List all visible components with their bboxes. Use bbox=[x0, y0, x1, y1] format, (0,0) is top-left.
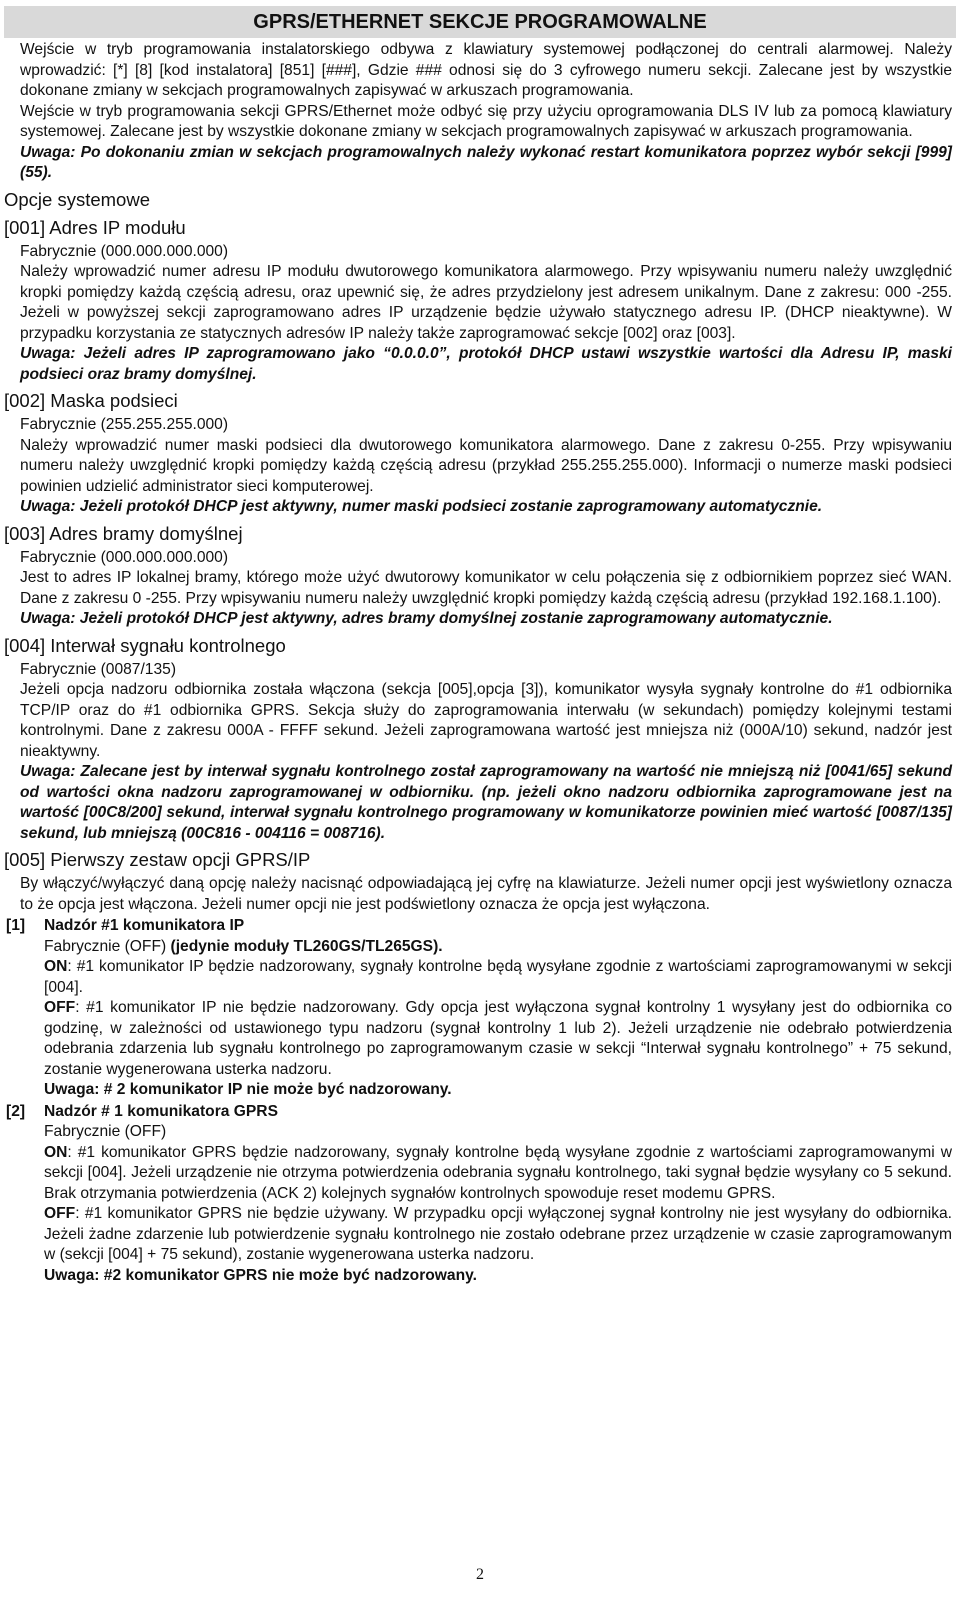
option-off-description bbox=[44, 998, 952, 1080]
option-default-extra: (jedynie moduły TL260GS/TL265GS). bbox=[166, 937, 443, 955]
option-note: Uwaga: #2 komunikator GPRS nie może być nadzorowany. bbox=[44, 1266, 477, 1284]
page-title: GPRS/ETHERNET SEKCJE PROGRAMOWALNE bbox=[4, 6, 956, 38]
section-002-text: Należy wprowadzić numer maski podsieci dla dwutorowego komunikatora alarmowego. Dane z zakresu 0-255. Przy wpisywaniu numeru należy uwzględnić kropki pomiędzy każdą częścią adresu (przykład 255.255.255.000). Informacji o numerze maski podsieci powinien udzielić administrator sieci komputerowej. bbox=[20, 436, 952, 495]
option-title: Nadzór #1 komunikatora IP bbox=[44, 917, 245, 934]
section-004-title: [004] Interwał sygnału kontrolnego bbox=[4, 634, 286, 656]
option-1 bbox=[4, 916, 956, 1101]
section-004-default: Fabrycznie (0087/135) bbox=[20, 660, 177, 678]
section-004-text: Jeżeli opcja nadzoru odbiornika została włączona (sekcja [005],opcja [3]), komunikator wysyła sygnały kontrolne do #1 odbiornika TCP/IP oraz do #1 odbiornika GPRS. Sekcja służy do zaprogramowania interwału (w sekundach) pomiędzy kolejnymi testami kontrolnymi. Dane z zakresu 000A - FFFF sekund. Jeżeli zaprogramowana wartość jest mniejsza niż (000A/10) sekund, nadzór jest nieaktywny. bbox=[20, 681, 952, 760]
option-off-description bbox=[44, 1204, 952, 1266]
section-003-default: Fabrycznie (000.000.000.000) bbox=[20, 548, 229, 566]
heading-system-options: Opcje systemowe bbox=[4, 188, 150, 210]
option-default-label: Fabrycznie (OFF) bbox=[44, 937, 167, 955]
section-001-title: [001] Adres IP modułu bbox=[4, 216, 186, 238]
section-002-note: Uwaga: Jeżeli protokół DHCP jest aktywny, numer maski podsieci zostanie zaprogramowany automatycznie. bbox=[20, 498, 823, 515]
on-label: ON bbox=[44, 1143, 68, 1161]
page-content bbox=[4, 40, 956, 1286]
on-text: : #1 komunikator IP będzie nadzorowany, sygnały kontrolne będą wysyłane zgodnie z wartościami zaprogramowanymi w sekcji [004]. bbox=[44, 958, 952, 996]
section-003-text: Jest to adres IP lokalnej bramy, którego może użyć dwutorowy komunikator w celu połączenia się z odbiornikiem poprzez sieć WAN. Dane z zakresu 0 -255. Przy wpisywaniu numeru należy uwzględnić kropki pomiędzy każdą częścią adresu (przykład 192.168.1.100). bbox=[20, 569, 952, 607]
off-label: OFF bbox=[44, 1205, 76, 1222]
on-label: ON bbox=[44, 958, 68, 975]
option-title: Nadzór # 1 komunikatora GPRS bbox=[44, 1102, 278, 1120]
off-text: : #1 komunikator IP nie będzie nadzorowany. Gdy opcja jest wyłączona sygnał kontrolny 1 wysyłany jest do odbiornika co godzinę, w zależności od ustawionego typu nadzoru (sygnał kontrolny 1 lub 2). Jeżeli urządzenie nie odebrało potwierdzenia odebrania zdarzenia lub sygnału kontrolnego po zaprogramowanym czasie w sekcji “Interwał sygnału kontrolnego” + 75 sekund, zostanie wygenerowana usterka nadzoru. bbox=[44, 999, 952, 1078]
section-005-text: By włączyć/wyłączyć daną opcję należy nacisnąć odpowiadającą jej cyfrę na klawiaturze. Jeżeli numer opcji jest wyświetlony oznacza to że opcja jest włączona. Jeżeli numer opcji nie jest podświetlony oznacza że opcja jest wyłączona. bbox=[20, 875, 952, 913]
option-default bbox=[44, 1122, 952, 1143]
section-001-note: Uwaga: Jeżeli adres IP zaprogramowano jako “0.0.0.0”, protokół DHCP ustawi wszystkie wartości dla Adresu IP, maski podsieci oraz bramy domyślnej. bbox=[20, 345, 952, 383]
section-002-default: Fabrycznie (255.255.255.000) bbox=[20, 416, 229, 433]
on-text: : #1 komunikator GPRS będzie nadzorowany, sygnały kontrolne będą wysyłane zgodnie z wartościami zaprogramowanymi w sekcji [004]. Jeżeli urządzenie nie otrzyma potwierdzenia odebrania sygnału kontrolnego, taki sygnał będzie wysyłany co 5 sekund. Brak otrzymania potwierdzenia (ACK 2) kolejnych sygnałów kontrolnych spowoduje reset modemu GPRS. bbox=[44, 1143, 952, 1202]
section-003-title: [003] Adres bramy domyślnej bbox=[4, 522, 243, 544]
option-number: [2] bbox=[6, 1102, 26, 1120]
option-note: Uwaga: # 2 komunikator IP nie może być nadzorowany. bbox=[44, 1081, 452, 1098]
option-2 bbox=[4, 1102, 956, 1287]
intro-paragraph-2: Wejście w tryb programowania sekcji GPRS/Ethernet może odbyć się przy użyciu oprogramowania DLS IV lub za pomocą klawiatury systemowej. Zalecane jest by wszystkie dokonane zmiany w sekcjach programowalnych zapisywać w arkuszach programowania. bbox=[20, 102, 952, 140]
section-001-text: Należy wprowadzić numer adresu IP modułu dwutorowego komunikatora alarmowego. Przy wpisywaniu numeru należy uwzględnić kropki pomiędzy każdą częścią adresu, oraz upewnić się, że adres przydzielony jest adresem unikalnym. Dane z zakresu: 000 -255. Jeżeli w powyższej sekcji zaprogramowano adres IP urządzenie będzie używało statycznego adresu IP. (DHCP nieaktywne). W przypadku korzystania ze statycznych adresów IP należy także zaprogramować sekcje [002] oraz [003]. bbox=[20, 263, 952, 342]
option-on-description bbox=[44, 1143, 952, 1205]
option-default bbox=[44, 937, 952, 958]
section-004-note: Uwaga: Zalecane jest by interwał sygnału kontrolnego został zaprogramowany na wartość nie mniejszą niż [0041/65] sekund od wartości okna nadzoru zaprogramowanej w odbiorniku. (np. jeżeli okno nadzoru odbiornika zaprogramowane jest na wartość [00C8/200] sekund, interwał sygnału kontrolnego programowany w komunikatorze powinien mieć wartość [0087/135] sekund, lub mniejszą (00C816 - 004116 = 008716). bbox=[20, 763, 952, 842]
off-label: OFF bbox=[44, 999, 76, 1016]
page-number: 2 bbox=[476, 1566, 484, 1583]
option-default-label: Fabrycznie (OFF) bbox=[44, 1123, 167, 1140]
intro-note: Uwaga: Po dokonaniu zmian w sekcjach programowalnych należy wykonać restart komunikatora poprzez wybór sekcji [999] (55). bbox=[20, 143, 952, 181]
option-number: [1] bbox=[6, 917, 26, 934]
section-005-title: [005] Pierwszy zestaw opcji GPRS/IP bbox=[4, 849, 311, 870]
section-003-note: Uwaga: Jeżeli protokół DHCP jest aktywny, adres bramy domyślnej zostanie zaprogramowany automatycznie. bbox=[20, 610, 833, 627]
off-text: : #1 komunikator GPRS nie będzie używany. W przypadku opcji wyłączonej sygnał kontrolny nie jest wysyłany do odbiornika. Jeżeli żadne zdarzenie lub potwierdzenie sygnału kontrolnego nie zostało odebrane przez urządzenie w czasie zaprogramowanym w (sekcji [004] + 75 sekund), zostanie wygenerowana usterka nadzoru. bbox=[44, 1205, 952, 1263]
option-on-description bbox=[44, 957, 952, 998]
section-001-default: Fabrycznie (000.000.000.000) bbox=[20, 242, 229, 260]
section-002-title: [002] Maska podsieci bbox=[4, 390, 178, 411]
intro-paragraph-1: Wejście w tryb programowania instalatorskiego odbywa z klawiatury systemowej podłączonej do centrali alarmowej. Należy wprowadzić: [*] [8] [kod instalatora] [851] [###], Gdzie ### odnosi się do 3 cyfrowego numeru sekcji. Zalecane jest by wszystkie dokonane zmiany w sekcjach programowalnych zapisywać w arkuszach programowania. bbox=[20, 41, 952, 99]
